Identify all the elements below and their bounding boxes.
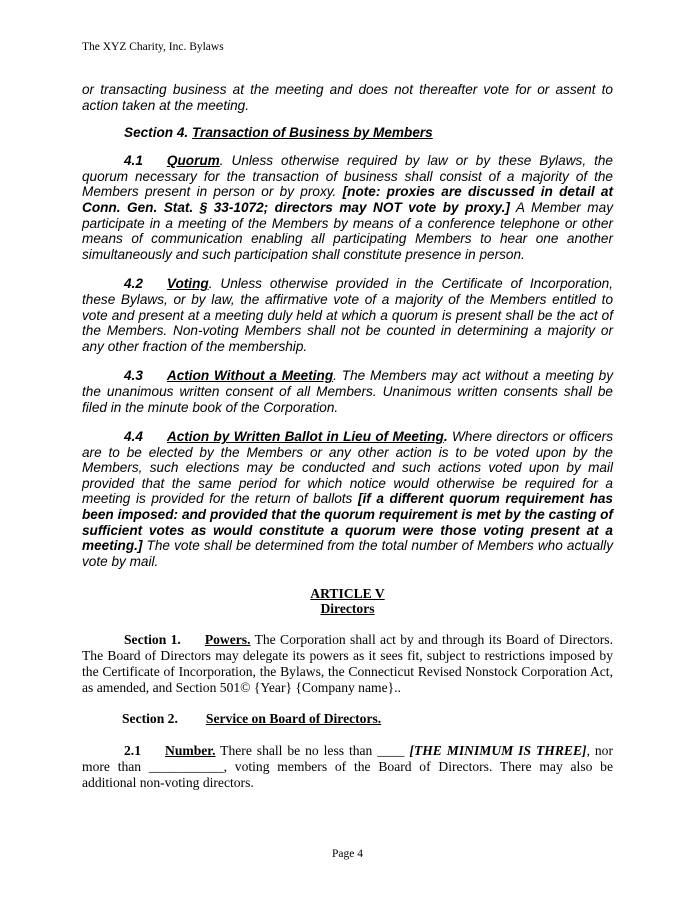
- paragraph-4-1-text-continued: A Member may participate in a meeting of the Members by means of a conference telephone or other means of communication enabling all participating Members to hear one another simultaneously and such participation shall constitute presence in person.: [82, 199, 613, 262]
- section-1-paragraph: [82, 632, 613, 696]
- paragraph-4-2-text: . Unless otherwise provided in the Certificate of Incorporation, these Bylaws, or by law, the affirmative vote of a majority of the Members entitled to vote and present at a meeting duly held at which a quorum is present shall be the act of the Members. Non-voting Members shall not be counted in determining a majority or any other fraction of the membership.: [82, 276, 613, 354]
- paragraph-4-4-period: .: [443, 429, 448, 445]
- paragraph-4-1-number: 4.1: [124, 153, 143, 169]
- document-body: [82, 82, 613, 791]
- paragraph-2-1: [82, 743, 613, 791]
- running-header: The XYZ Charity, Inc. Bylaws: [82, 41, 224, 53]
- article-title: Directors: [320, 601, 375, 617]
- paragraph-4-3-number: 4.3: [124, 368, 143, 384]
- paragraph-4-2: [82, 276, 613, 354]
- section-1-text: The Corporation shall act by and through its Board of Directors. The Board of Directors may delegate its powers as it sees fit, subject to restrictions imposed by the Certificate of Incorporation, the Bylaws, the Connecticut Revised Nonstock Corporation Act, as amended, and Section 501© {Year} {Company name}..: [82, 632, 613, 696]
- paragraph-2-1-title: Number.: [165, 743, 216, 759]
- section-2-label: Section 2.: [122, 711, 178, 727]
- section-2-heading: [82, 711, 613, 727]
- paragraph-4-4-number: 4.4: [124, 429, 143, 445]
- paragraph-2-1-note: [THE MINIMUM IS THREE]: [409, 743, 587, 759]
- page-number: Page 4: [332, 848, 363, 860]
- paragraph-2-1-text-continued: , nor more than ___________, voting members of the Board of Directors. There may also be additional non-voting directors.: [82, 743, 614, 791]
- paragraph-2-1-number: 2.1: [124, 743, 141, 759]
- continuation-paragraph: or transacting business at the meeting and does not thereafter vote for or assent to action taken at the meeting.: [82, 82, 613, 113]
- paragraph-4-4-note: [if a different quorum requirement has been imposed: and provided that the quorum requirement is met by the casting of sufficient votes as would constitute a quorum were those voting present at a meeting.]: [82, 491, 613, 554]
- section-4-title: Transaction of Business by Members: [192, 125, 433, 141]
- paragraph-4-4-text: Where directors or officers are to be elected by the Members or any other action is to be voted upon by the Members, such elections may be conducted and such actions voted upon by mail provided that the same period for which notice would otherwise be required for a meeting is provided for the return of ballots: [82, 429, 613, 507]
- paragraph-4-3: [82, 368, 613, 415]
- paragraph-4-1: [82, 153, 613, 262]
- section-2-title: Service on Board of Directors.: [205, 711, 382, 727]
- section-4-label: Section 4.: [124, 125, 189, 141]
- paragraph-4-2-title: Voting: [166, 276, 209, 292]
- paragraph-4-4-title: Action by Written Ballot in Lieu of Meeting: [166, 429, 444, 445]
- paragraph-2-1-text: There shall be no less than ____: [215, 743, 410, 759]
- paragraph-4-3-title: Action Without a Meeting: [166, 368, 334, 384]
- paragraph-4-4-text-continued: The vote shall be determined from the total number of Members who actually vote by mail.: [82, 538, 613, 569]
- section-4-heading: [82, 125, 613, 140]
- paragraph-4-1-title: Quorum: [166, 153, 220, 169]
- paragraph-4-4: [82, 429, 613, 569]
- paragraph-4-1-note: [note: proxies are discussed in detail at Conn. Gen. Stat. § 33-1072; directors may NOT vote by proxy.]: [82, 184, 614, 215]
- section-1-label: Section 1.: [124, 632, 181, 648]
- paragraph-4-2-number: 4.2: [124, 276, 143, 292]
- section-1-title: Powers.: [204, 632, 251, 648]
- article-label: ARTICLE V: [310, 586, 385, 602]
- paragraph-4-3-text: . The Members may act without a meeting by the unanimous written consent of all Members. Unanimous written consents shall be filed in the minute book of the Corporation.: [82, 368, 613, 415]
- paragraph-4-1-text: . Unless otherwise required by law or by these Bylaws, the quorum necessary for the transaction of business shall consist of a majority of the Members present in person or by proxy.: [82, 153, 613, 200]
